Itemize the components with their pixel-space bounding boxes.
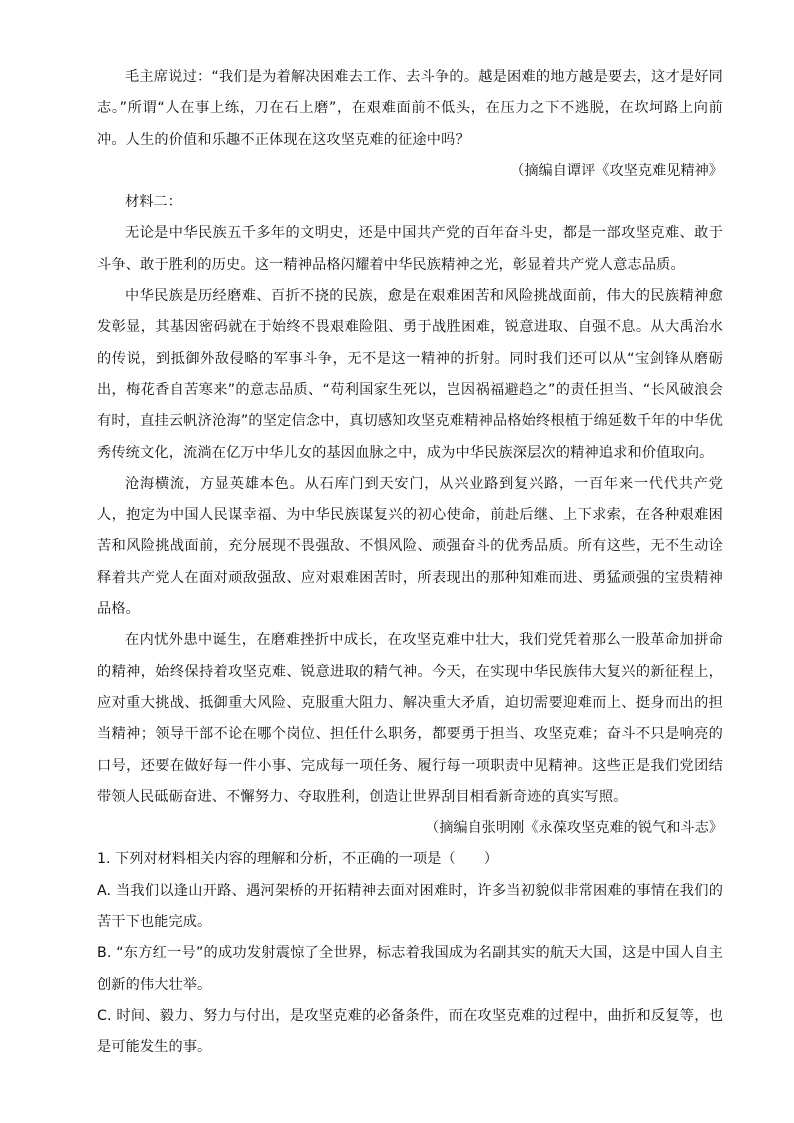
material2-paragraph-4: 在内忧外患中诞生，在磨难挫折中成长，在攻坚克难中壮大，我们党凭着那么一股革命加拼命的精神，始终保持着攻坚克难、锐意进取的精气神。今天，在实现中华民族伟大复兴的新征程上，应对重大挑战、抵御重大风险、克服重大阻力、解决重大矛盾，迫切需要迎难而上、挺身而出的担当精神；领导干部不论在哪个岗位、担任什么职务，都要勇于担当、攻坚克难；奋斗不只是响亮的口号，还要在做好每一件小事、完成每一项任务、履行每一项职责中见精神。这些正是我们党团结带领人民砥砺奋进、不懈努力、夺取胜利，创造让世界刮目相看新奇迹的真实写照。: [97, 632, 723, 805]
material2-source: （摘编自张明刚《永葆攻坚克难的锐气和斗志》: [425, 820, 723, 837]
material2-paragraph-2: 中华民族是历经磨难、百折不挠的民族，愈是在艰难困苦和风险挑战面前，伟大的民族精神愈发彰显，其基因密码就在于始终不畏艰难险阻、勇于战胜困难，锐意进取、自强不息。从大禹治水的传说，到抵御外敌侵略的军事斗争，无不是这一精神的折射。同时我们还可以从“宝剑锋从磨砺出，梅花香自苦寒来”的意志品质、“苟利国家生死以，岂因祸福避趋之”的责任担当、“长风破浪会有时，直挂云帆济沧海”的坚定信念中，真切感知攻坚克难精神品格始终根植于绵延数千年的中华优秀传统文化，流淌在亿万中华儿女的基因血脉之中，成为中华民族深层次的精神追求和价值取向。: [97, 288, 723, 461]
material2-paragraph-3: 沧海横流，方显英雄本色。从石库门到天安门，从兴业路到复兴路，一百年来一代代共产党人，抱定为中国人民谋幸福、为中华民族谋复兴的初心使命，前赴后继、上下求索，在各种艰难困苦和风险挑战面前，充分展现不畏强敌、不惧风险、顽强奋斗的优秀品质。所有这些，无不生动诠释着共产党人在面对顽敌强敌、应对艰难困苦时，所表现出的那种知难而进、勇猛顽强的宝贵精神品格。: [97, 475, 723, 618]
material2-paragraph-1: 无论是中华民族五千多年的文明史，还是中国共产党的百年奋斗史，都是一部攻坚克难、敢于斗争、敢于胜利的历史。这一精神品格闪耀着中华民族精神之光，彰显着共产党人意志品质。: [97, 225, 723, 273]
document-page: [97, 62, 723, 1064]
material2-label: 材料二：: [125, 194, 182, 211]
question-1-stem: 1. 下列对材料相关内容的理解和分析，不正确的一项是（ ）: [97, 851, 499, 868]
material1-closing-paragraph: 毛主席说过：“我们是为着解决困难去工作、去斗争的。越是困难的地方越是要去，这才是好同志。”所谓“人在事上练，刀在石上磨”，在艰难面前不低头，在压力之下不逃脱，在坎坷路上向前冲。人生的价值和乐趣不正体现在这攻坚克难的征途中吗？: [97, 69, 723, 148]
question-1-option-b: B. “东方红一号”的成功发射震惊了全世界，标志着我国成为名副其实的航天大国，这是中国人自主创新的伟大壮举。: [97, 945, 723, 993]
material1-source: （摘编自谭评《攻坚克难见精神》: [510, 162, 723, 179]
question-1-option-c: C. 时间、毅力、努力与付出，是攻坚克难的必备条件，而在攻坚克难的过程中，曲折和反复等，也是可能发生的事。: [97, 1007, 723, 1056]
question-1-option-a: A. 当我们以逢山开路、遇河架桥的开拓精神去面对困难时，许多当初貌似非常困难的事情在我们的苦干下也能完成。: [97, 882, 723, 931]
